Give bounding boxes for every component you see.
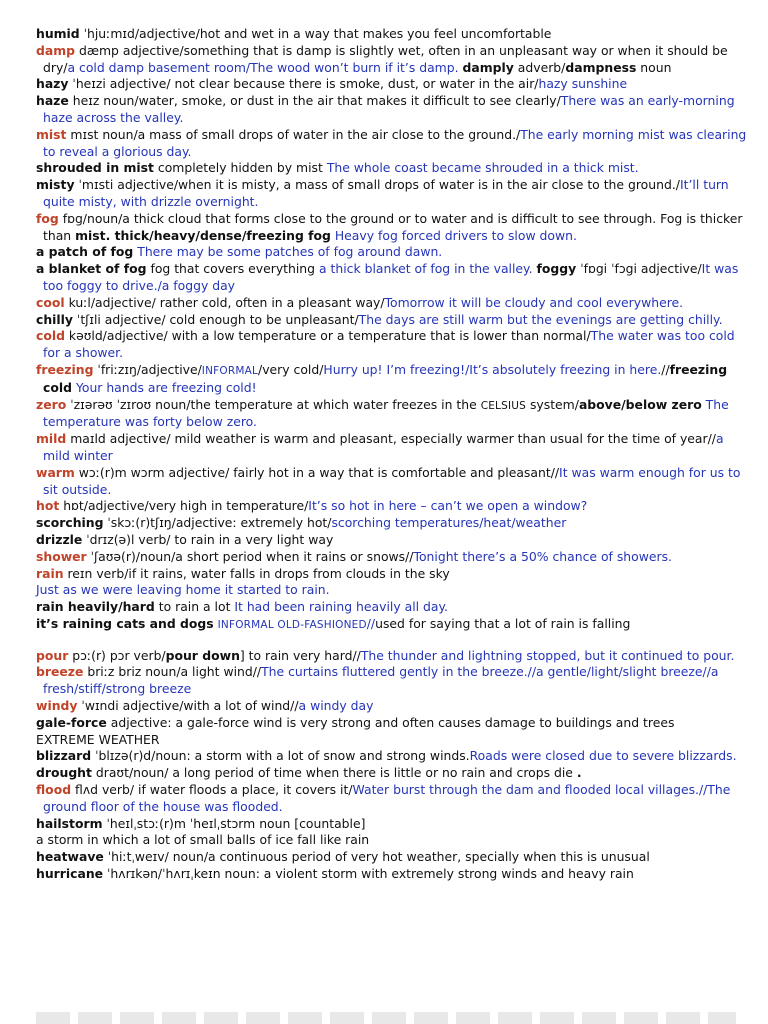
dictionary-entry [36,532,748,549]
definition-text: fɒg/noun/a thick cloud that forms close to the ground or to water and is difficult to see through. Fog is thicker than [43,210,743,243]
definition-text: ˈheɪlˌstɔː(r)m ˈheɪlˌstɔrm noun [countable] [102,815,366,831]
definition-text: ˈheɪzi adjective/ not clear because there is smoke, dust, or water in the air/ [68,76,539,92]
dictionary-entry [36,431,748,465]
headword: chilly [36,311,73,327]
example-text: Your hands are freezing cold! [75,379,257,395]
blank-line [36,634,748,648]
headword: scorching [36,515,104,531]
dictionary-entry [36,498,748,515]
dictionary-entry [36,566,748,583]
example-text: scorching temperatures/heat/weather [331,515,567,531]
headword: . [576,765,582,781]
example-text: The curtains fluttered gently in the breeze.//a gentle/light/slight breeze//a fresh/stiff/strong breeze [43,664,719,697]
headword-red: hot [36,498,60,514]
headword-red: flood [36,782,72,798]
dictionary-entry [36,582,748,599]
example-text: It was too foggy to drive./a foggy day [43,261,739,293]
definition-text: ˈzɪərəʊ ˈzɪroʊ noun/the temperature at which water freezes in the [66,396,481,412]
dictionary-entry [36,648,748,665]
dictionary-entry [36,465,748,499]
headword-red: rain [36,565,64,581]
headword: dampness [565,59,637,75]
dictionary-entry [36,328,748,362]
headword: pour down [165,647,240,663]
headword: it’s raining cats and dogs [36,615,214,631]
dictionary-entry [36,312,748,329]
definition-text: ˈblɪzə(r)d/noun: a storm with a lot of snow and strong winds. [91,748,470,764]
dictionary-entry [36,93,748,127]
definition-text: ˈhiːtˌweɪv/ noun/a continuous period of very hot weather, specially when this is unusual [103,849,650,865]
example-text: Roads were closed due to severe blizzards. [469,748,737,764]
definition-text: ˈwɪndi adjective/with a lot of wind// [77,698,299,714]
example-text: Tonight there’s a 50% chance of showers. [413,548,672,564]
definition-text: ˈhʌrɪkən/ˈhʌrɪˌkeɪn noun: a violent storm with extremely strong winds and heavy rain [103,866,634,882]
headword: gale-force [36,714,107,730]
headword: foggy [536,261,577,277]
definition-text: wɔː(r)m wɔrm adjective/ fairly hot in a way that is comfortable and pleasant// [74,464,560,480]
example-text: The thunder and lightning stopped, but it continued to pour. [360,647,735,663]
headword: humid [36,26,80,41]
dictionary-entry [36,664,748,698]
example-text: Hurry up! I’m freezing!/It’s absolutely freezing in here. [323,361,662,377]
example-text: Heavy fog forced drivers to slow down. [334,227,577,243]
headword: drought [36,765,92,781]
headword-red: breeze [36,664,84,680]
definition-text: EXTREME WEATHER [36,731,160,747]
dictionary-entry [36,397,748,432]
headword-red: zero [36,396,67,412]
dictionary-entry [36,295,748,312]
headword: hazy [36,76,69,92]
headword: a patch of fog [36,244,134,260]
definition-text: adverb/ [513,59,566,75]
headword-red: cool [36,294,65,310]
headword: freezing cold [43,361,728,395]
definition-text: adjective: a gale-force wind is very strong and often causes damage to buildings and trees [106,714,675,730]
headword: shrouded in mist [36,160,154,176]
dictionary-entry [36,715,748,732]
definition-text: to rain a lot [154,599,235,615]
register-label: INFORMAL [201,364,259,377]
headword-red: mist [36,126,67,142]
dictionary-text [36,26,748,883]
headword-red: freezing [36,361,94,377]
definition-text: a storm in which a lot of small balls of ice fall like rain [36,832,370,848]
definition-text: ˈfriːzɪŋ/adjective/ [93,361,202,377]
example-text: The whole coast became shrouded in a thick mist. [326,160,639,176]
example-text: It had been raining heavily all day. [234,599,448,615]
example-text: a mild winter [43,431,724,463]
definition-text: ˈskɔː(r)tʃɪŋ/adjective: extremely hot/ [103,515,332,531]
faded-footer-text [36,1012,736,1024]
dictionary-entry [36,816,748,833]
example-text: // [366,615,376,631]
definition-text: completely hidden by mist [153,160,327,176]
dictionary-entry [36,211,748,245]
example-text: The temperature was forty below zero. [43,396,729,430]
definition-text: dæmp adjective/something that is damp is slightly wet, often in an unpleasant way or when it should be dry/ [43,42,728,75]
definition-text: hɒt/adjective/very high in temperature/ [59,498,309,514]
headword: misty [36,177,75,193]
example-text: There may be some patches of fog around dawn. [137,244,443,260]
example-text: The early morning mist was clearing to reveal a glorious day. [43,126,747,159]
dictionary-entry [36,26,748,43]
example-text: It’s so hot in here – can’t we open a window? [308,498,588,514]
dictionary-entry [36,244,748,261]
definition-text: draʊt/noun/ a long period of time when there is little or no rain and crops die [91,765,577,781]
headword: a blanket of fog [36,261,147,277]
dictionary-entry [36,160,748,177]
dictionary-entry [36,782,748,816]
example-text: It’ll turn quite misty, with drizzle overnight. [43,177,729,209]
definition-text: used for saying that a lot of rain is falling [375,615,631,631]
dictionary-entry [36,599,748,616]
dictionary-entry [36,261,748,295]
definition-text: ˈdrɪz(ə)l verb/ to rain in a very light way [82,531,334,547]
headword-red: fog [36,210,59,226]
headword: mist. thick/heavy/dense/freezing fog [75,227,331,243]
definition-text: ˈmɪsti adjective/when it is misty, a mass of small drops of water is in the air close to the ground./ [74,177,680,193]
example-text: Tomorrow it will be cloudy and cool everywhere. [384,294,684,310]
example-text: hazy sunshine [538,76,628,92]
definition-text: // [661,361,670,377]
definition-text: briːz briz noun/a light wind// [83,664,262,680]
headword: rain heavily/hard [36,599,155,615]
headword-red: windy [36,698,78,714]
definition-text: reɪn verb/if it rains, water falls in drops from clouds in the sky [63,565,450,581]
headword-red: pour [36,647,69,663]
dictionary-entry [36,43,748,77]
definition-text: noun [636,59,672,75]
definition-text: ] to rain very hard// [239,647,361,663]
dictionary-entry [36,616,748,634]
definition-text: ˈʃaʊə(r)/noun/a short period when it rains or snows// [86,548,414,564]
example-text: It was warm enough for us to sit outside. [43,464,741,497]
small-caps-label: CELSIUS [480,399,527,412]
dictionary-entry [36,76,748,93]
example-text: The water was too cold for a shower. [43,328,735,361]
register-label: INFORMAL OLD-FASHIONED [217,618,367,631]
dictionary-entry [36,748,748,765]
example-text: Just as we were leaving home it started to rain. [36,582,330,598]
headword-red: cold [36,328,65,344]
definition-text: kəʊld/adjective/ with a low temperature or a temperature that is lower than normal/ [64,328,591,344]
definition-text: kuːl/adjective/ rather cold, often in a pleasant way/ [64,294,385,310]
headword-red: damp [36,42,76,58]
headword-red: mild [36,431,67,447]
headword-red: shower [36,548,87,564]
dictionary-entry [36,362,748,397]
definition-text: heɪz noun/water, smoke, or dust in the air that makes it difficult to see clearly/ [68,93,561,109]
example-text: The days are still warm but the evenings are getting chilly. [358,311,723,327]
dictionary-entry [36,177,748,211]
example-text: There was an early-morning haze across the valley. [43,93,735,125]
headword: heatwave [36,849,104,865]
example-text: Water burst through the dam and flooded local villages.//The ground floor of the house was flooded. [43,782,731,814]
dictionary-entry [36,127,748,161]
headword: hailstorm [36,815,103,831]
definition-text: ˈfɒgi ˈfɔgi adjective/ [576,261,702,277]
headword: hurricane [36,866,104,882]
headword: above/below zero [578,396,702,412]
dictionary-entry [36,765,748,782]
dictionary-entry [36,698,748,715]
headword: damply [462,59,514,75]
definition-text: maɪld adjective/ mild weather is warm and pleasant, especially warmer than usual for the time of year// [66,431,716,447]
definition-text: pɔː(r) pɔr verb/ [68,647,166,663]
definition-text: system/ [526,396,579,412]
example-text: a thick blanket of fog in the valley. [318,261,533,277]
definition-text: ˈtʃɪli adjective/ cold enough to be unpleasant/ [72,311,359,327]
definition-text: mɪst noun/a mass of small drops of water in the air close to the ground./ [66,126,521,142]
definition-text: fog that covers everything [146,261,319,277]
dictionary-entry [36,849,748,866]
dictionary-entry [36,549,748,566]
dictionary-entry [36,832,748,849]
definition-text: flʌd verb/ if water floods a place, it covers it/ [71,782,353,798]
dictionary-entry [36,866,748,883]
headword: haze [36,93,69,109]
example-text: a cold damp basement room/The wood won’t burn if it’s damp. [67,59,459,75]
example-text: a windy day [298,698,374,714]
headword: blizzard [36,748,92,764]
headword-red: warm [36,464,75,480]
definition-text: /very cold/ [258,361,324,377]
definition-text: ˈhjuːmɪd/adjective/hot and wet in a way that makes you feel uncomfortable [79,26,552,41]
dictionary-entry [36,732,748,749]
dictionary-entry [36,515,748,532]
headword: drizzle [36,531,83,547]
